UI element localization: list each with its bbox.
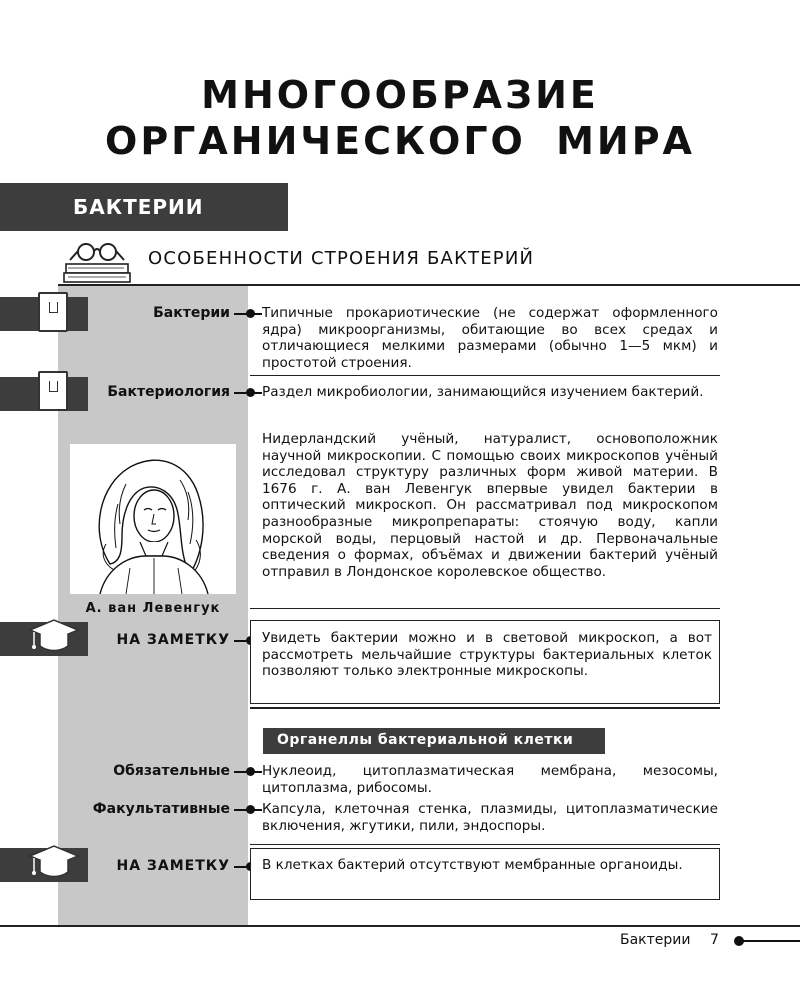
footer-line [740,940,800,942]
divider [250,844,720,845]
note2-box [250,848,720,900]
connector-dot [246,767,255,776]
page-title-line1: МНОГООБРАЗИЕ [201,73,599,117]
definition-bacteriology: Раздел микробиологии, занимающийся изучением бактерий. [262,384,704,400]
term-mandatory: Обязательные [113,763,230,779]
term-bacteriology: Бактериология [107,384,230,400]
books-glasses-icon [62,240,138,286]
page-title-line2: ОРГАНИЧЕСКОГО МИРА [105,119,695,163]
note2-label: НА ЗАМЕТКУ [116,858,230,874]
connector-dot [246,309,255,318]
leeuwenhoek-portrait [70,444,236,594]
portrait-caption: А. ван Левенгук [85,601,221,616]
portrait-drawing [70,444,236,594]
connector-dot [246,805,255,814]
divider [250,707,720,709]
connector-dot [246,388,255,397]
page-number: 7 [710,932,719,948]
note1-text: Увидеть бактерии можно и в световой микроскоп, а вот рассмотреть мельчайшие структуры бактериальных клеток позволяют только электронные микроскопы. [262,630,712,680]
term-optional: Факультативные [92,801,230,817]
definition-bacteria: Типичные прокариотические (не содержат оформленного ядра) микроорганизмы, обитающие во всех средах и отличающиеся мелкими размерами (обычно 1—5 мкм) и простотой строения. [262,305,718,371]
section-subheading: ОСОБЕННОСТИ СТРОЕНИЯ БАКТЕРИЙ [148,248,535,269]
section-banner-label: БАКТЕРИИ [73,195,204,219]
note1-label: НА ЗАМЕТКУ [116,632,230,648]
bottom-divider [0,925,800,927]
organelles-heading-bar [263,728,605,754]
leeuwenhoek-paragraph: Нидерландский учёный, натуралист, основоположник научной микроскопии. С помощью своих микроскопов учёный исследовал структуру различных форм живой материи. В 1676 г. А. ван Левенгук впервые увидел бактерии в оптический микроскоп. Он рассматривал под микроскопом разнообразные микропрепараты: стоячую воду, капли морской воды, перцовый настой и др. Первоначальные сведения о формах, объёмах и движении бактерий учёный отправил в Лондонское королевское общество. [262,431,718,580]
section-banner [0,183,288,231]
divider [250,608,720,609]
definition-optional: Капсула, клеточная стенка, плазмиды, цитоплазматические включения, жгутики, пили, эндоспоры. [262,801,718,834]
term-bacteria: Бактерии [153,305,230,321]
organelles-heading: Органеллы бактериальной клетки [277,732,574,748]
definition-mandatory: Нуклеоид, цитоплазматическая мембрана, мезосомы, цитоплазма, рибосомы. [262,763,718,796]
note2-text: В клетках бактерий отсутствуют мембранные органоиды. [262,857,683,873]
divider [250,375,720,376]
footer-section-name: Бактерии [620,932,691,948]
